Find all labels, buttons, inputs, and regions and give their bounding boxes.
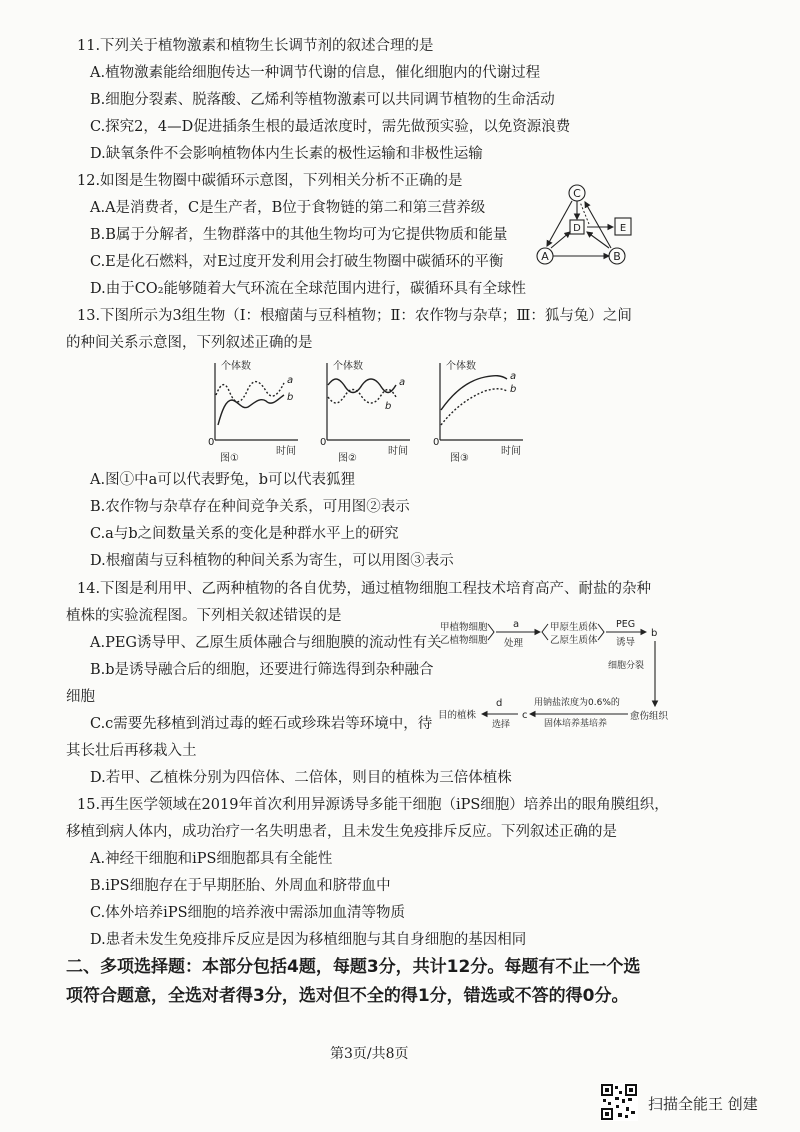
q13-option-d: D.根瘤菌与豆科植物的种间关系为寄生，可以用图③表示 (90, 553, 454, 569)
q14-stem-line1: 14.下图是利用甲、乙两种植物的各自优势，通过植物细胞工程技术培育高产、耐盐的杂种 (77, 581, 652, 597)
graph-2-xlabel: 时间 (388, 446, 408, 457)
section2-line2: 项符合题意，全选对者得3分，选对但不全的得1分，错选或不答的得0分。 (66, 986, 629, 1006)
q11-option-a: A.植物激素能给细胞传达一种调节代谢的信息，催化细胞内的代谢过程 (90, 65, 541, 81)
q14-stem-line2: 植株的实验流程图。下列相关叙述错误的是 (66, 608, 342, 624)
graph-3-origin: 0 (433, 437, 440, 448)
flow-medium2: 固体培养基培养 (544, 719, 608, 729)
graph-1-curve-a (216, 382, 284, 402)
flow-induce: 诱导 (616, 637, 636, 648)
q12-stem: 12.如图是生物圈中碳循环示意图，下列相关分析不正确的是 (77, 173, 463, 189)
carbon-cycle-diagram (525, 180, 645, 270)
graph-3-xlabel: 时间 (501, 446, 521, 457)
graph-2-label-a: a (399, 377, 406, 388)
q14-option-d: D.若甲、乙植株分别为四倍体、二倍体，则目的植株为三倍体植株 (90, 770, 512, 786)
graph-3-label-a: a (510, 371, 517, 382)
q13-option-a: A.图①中a可以代表野兔，b可以代表狐狸 (90, 472, 356, 488)
graph-3-ylabel: 个体数 (446, 361, 476, 372)
q11-stem: 11.下列关于植物激素和植物生长调节剂的叙述合理的是 (77, 38, 434, 54)
q13-option-b: B.农作物与杂草存在种间竞争关系，可用图②表示 (90, 499, 410, 515)
graph-2-label-b: b (385, 401, 392, 412)
graph-2-ylabel: 个体数 (333, 361, 363, 372)
graph-1-label-a: a (287, 375, 294, 386)
graph-3-label-b: b (510, 384, 517, 395)
q13-option-c: C.a与b之间数量关系的变化是种群水平上的研究 (90, 526, 399, 542)
graph-2 (312, 355, 417, 465)
q11-option-b: B.细胞分裂素、脱落酸、乙烯利等植物激素可以共同调节植物的生命活动 (90, 92, 555, 108)
q14-option-c: C.c需要先移植到消过毒的蛭石或珍珠岩等环境中，待 (90, 716, 433, 732)
q15-option-d: D.患者未发生免疫排斥反应是因为移植细胞与其自身细胞的基因相同 (90, 932, 527, 948)
graph-1-label-b: b (287, 392, 294, 403)
graph-1-origin: 0 (208, 437, 215, 448)
q15-stem-line1: 15.再生医学领域在2019年首次利用异源诱导多能干细胞（iPS细胞）培养出的眼角膜组织， (77, 797, 669, 813)
graph-1 (200, 355, 305, 465)
flow-cells2: 乙植物细胞 (440, 635, 488, 646)
flow-select: 选择 (492, 720, 511, 730)
flow-division: 细胞分裂 (608, 661, 645, 671)
hybrid-flow-diagram (438, 616, 670, 734)
graph-2-curve-a (328, 379, 396, 393)
flow-c: c (522, 710, 528, 721)
flow-proto2: 乙原生质体 (550, 635, 598, 646)
graph-1-curve-b (218, 395, 284, 425)
q13-stem-line1: 13.下图所示为3组生物（Ⅰ：根瘤菌与豆科植物；Ⅱ：农作物与杂草；Ⅲ：狐与兔）之间 (77, 308, 632, 324)
graph-3-curve-b (441, 389, 507, 425)
q12-option-c: C.E是化石燃料，对E过度开发利用会打破生物圈中碳循环的平衡 (90, 254, 504, 270)
node-d-label: D (573, 223, 581, 234)
node-a-label: A (541, 250, 549, 263)
graph-2-caption: 图② (338, 453, 357, 464)
q13-stem-line2: 的种间关系示意图，下列叙述正确的是 (66, 335, 313, 351)
q14-option-b: B.b是诱导融合后的细胞，还要进行筛选得到杂种融合 (90, 662, 434, 678)
q15-option-c: C.体外培养iPS细胞的培养液中需添加血清等物质 (90, 905, 406, 921)
flow-cells1: 甲植物细胞 (440, 622, 488, 633)
graph-1-caption: 图① (220, 453, 239, 464)
q12-option-a: A.A是消费者，C是生产者，B位于食物链的第二和第三营养级 (90, 200, 486, 216)
q15-option-b: B.iPS细胞存在于早期胚胎、外周血和脐带血中 (90, 878, 391, 894)
q11-option-d: D.缺氧条件不会影响植物体内生长素的极性运输和非极性运输 (90, 146, 483, 162)
graph-1-xlabel: 时间 (276, 446, 296, 457)
flow-a: a (513, 619, 520, 630)
q14-option-a: A.PEG诱导甲、乙原生质体融合与细胞膜的流动性有关 (90, 635, 442, 651)
flow-medium1: 用钠盐浓度为0.6%的 (534, 698, 620, 708)
q15-stem-line2: 移植到病人体内，成功治疗一名失明患者，且未发生免疫排斥反应。下列叙述正确的是 (66, 824, 617, 840)
graph-1-ylabel: 个体数 (221, 361, 251, 372)
q12-option-b: B.B属于分解者，生物群落中的其他生物均可为它提供物质和能量 (90, 227, 508, 243)
flow-proto1: 甲原生质体 (550, 622, 598, 633)
node-b-label: B (613, 250, 621, 263)
flow-target: 目的植株 (438, 710, 477, 721)
flow-peg: PEG (616, 619, 636, 630)
graph-3-caption: 图③ (450, 453, 469, 464)
flow-b: b (651, 628, 658, 639)
graph-2-origin: 0 (320, 437, 327, 448)
qr-code-icon (600, 1083, 638, 1121)
q14-option-c-cont: 其长壮后再移栽入土 (66, 743, 197, 759)
node-e-label: E (619, 223, 627, 234)
watermark-brand: 扫描全能王 创建 (648, 1095, 758, 1113)
page-number: 第3页/共8页 (330, 1046, 409, 1062)
flow-d: d (496, 698, 503, 709)
node-c-label: C (573, 187, 581, 200)
flow-callus: 愈伤组织 (630, 711, 669, 722)
graph-3-curve-a (441, 376, 507, 410)
q15-option-a: A.神经干细胞和iPS细胞都具有全能性 (90, 851, 333, 867)
q11-option-c: C.探究2，4—D促进插条生根的最适浓度时，需先做预实验，以免资源浪费 (90, 119, 571, 135)
graph-3 (425, 355, 530, 465)
flow-process: 处理 (504, 638, 524, 649)
q14-option-b-cont: 细胞 (66, 689, 95, 705)
section2-line1: 二、多项选择题：本部分包括4题，每题3分，共计12分。每题有不止一个选 (66, 957, 641, 977)
q12-option-d: D.由于CO₂能够随着大气环流在全球范围内进行，碳循环具有全球性 (90, 281, 527, 297)
